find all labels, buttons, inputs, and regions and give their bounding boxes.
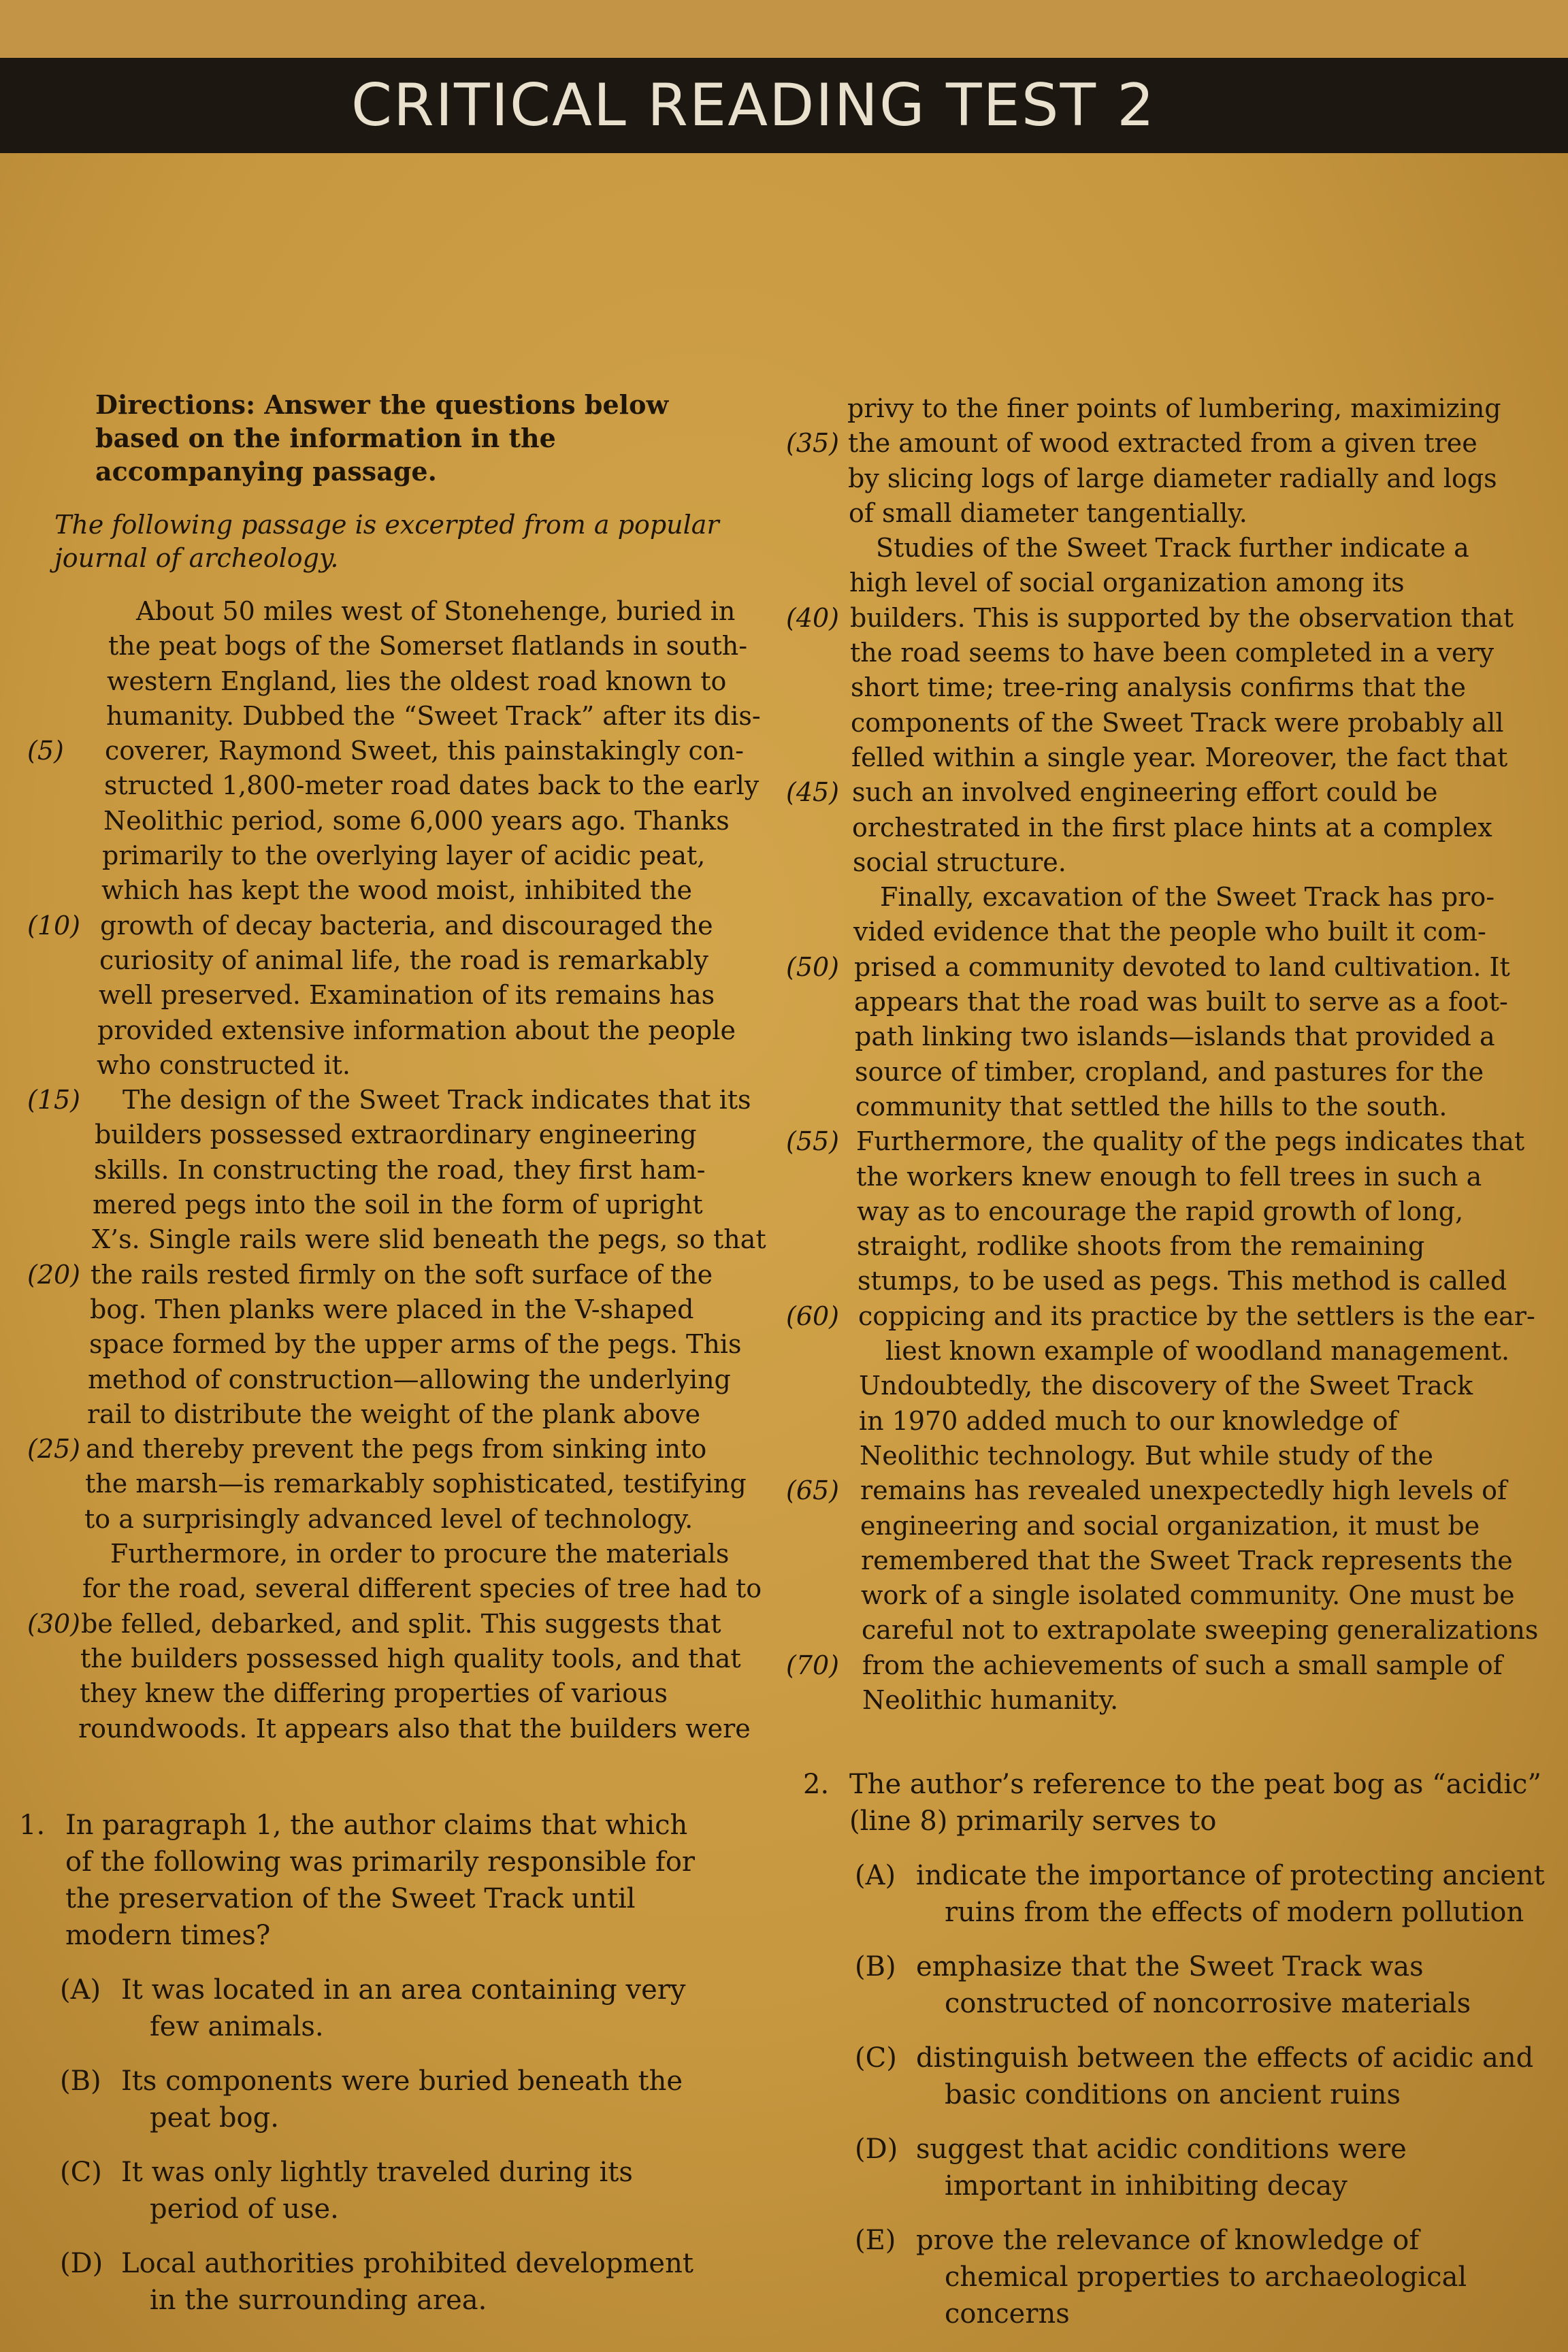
passage-line <box>776 1369 1538 1403</box>
passage-line <box>27 1676 721 1711</box>
line-text: roundwoods. It appears also that the builders were <box>78 1713 751 1744</box>
line-text: careful not to extrapolate sweeping generalizations <box>862 1615 1539 1646</box>
answer-option <box>855 2040 1545 2113</box>
passage-line <box>27 804 730 838</box>
line-text: engineering and social organization, it must be <box>860 1510 1480 1541</box>
line-text: for the road, several different species of tree had to <box>82 1573 762 1604</box>
line-number: (45) <box>786 777 840 808</box>
line-text: humanity. Dubbed the “Sweet Track” after its dis- <box>106 700 761 731</box>
line-text: well preserved. Examination of its remains has <box>99 980 715 1011</box>
line-text: About 50 miles west of Stonehenge, buried in <box>136 596 736 626</box>
passage-line <box>776 775 1538 810</box>
line-text: components of the Sweet Track were probably all <box>851 707 1504 738</box>
line-text: Undoubtedly, the discovery of the Sweet Track <box>859 1371 1473 1401</box>
line-text: the marsh—is remarkably sophisticated, testifying <box>85 1469 747 1499</box>
passage-line <box>776 915 1538 949</box>
line-number: (35) <box>786 428 840 459</box>
option-text: Its components were buried beneath the peat bog. <box>121 2065 683 2134</box>
passage-line <box>27 909 721 943</box>
passage-line <box>776 1090 1538 1124</box>
passage-line <box>776 1019 1538 1054</box>
line-text: Studies of the Sweet Track further indicate a <box>876 533 1469 564</box>
line-text: coverer, Raymond Sweet, this painstakingly con- <box>105 736 744 766</box>
passage-line <box>776 496 1538 531</box>
right-column <box>776 391 1538 1718</box>
passage-line <box>776 601 1538 636</box>
option-text: prove the relevance of knowledge of chemical properties to archaeological concerns <box>916 2225 1467 2330</box>
passage-line <box>27 1502 721 1537</box>
line-text: The design of the Sweet Track indicates that its <box>122 1085 751 1115</box>
passage-line <box>776 1334 1538 1369</box>
line-text: who constructed it. <box>97 1049 350 1080</box>
answer-option <box>60 2154 713 2227</box>
line-text: in 1970 added much to our knowledge of <box>859 1405 1398 1436</box>
line-text: western England, lies the oldest road known to <box>107 666 727 696</box>
passage-line <box>776 1124 1538 1159</box>
line-text: Neolithic humanity. <box>862 1684 1119 1715</box>
passage-right <box>776 391 1538 1718</box>
question-stem: The author’s reference to the peat bog as “acidic” (line 8) primarily serves to <box>849 1769 1541 1837</box>
question-number: 1. <box>19 1810 46 1841</box>
line-text: prised a community devoted to land cultivation. It <box>854 951 1510 982</box>
line-text: primarily to the overlying layer of acidic peat, <box>102 840 706 871</box>
passage-line <box>27 943 721 978</box>
line-number: (5) <box>27 736 64 766</box>
option-letter: (B) <box>60 2065 101 2097</box>
passage-line <box>27 1397 721 1432</box>
option-text: It was only lightly traveled during its period of use. <box>121 2157 633 2225</box>
line-text: liest known example of woodland management. <box>885 1336 1510 1367</box>
passage-line <box>27 838 721 873</box>
passage-line <box>776 1683 1538 1718</box>
option-letter: (A) <box>855 1860 896 1891</box>
line-text: path linking two islands—islands that provided a <box>855 1022 1495 1052</box>
option-letter: (D) <box>855 2134 898 2165</box>
passage-line <box>27 594 736 629</box>
passage-line <box>27 978 721 1013</box>
line-number: (65) <box>786 1475 840 1506</box>
passage-line <box>776 670 1538 705</box>
line-text: Finally, excavation of the Sweet Track has pro- <box>880 882 1495 913</box>
passage-line <box>776 706 1538 740</box>
option-letter: (A) <box>60 1974 101 2006</box>
line-text: structed 1,800-meter road dates back to the early <box>104 770 760 801</box>
directions: Directions: Answer the questions below based on the information in the accompanying passage. <box>95 389 669 487</box>
line-text: straight, rodlike shoots from the remaining <box>857 1231 1425 1262</box>
line-text: method of construction—allowing the underlying <box>88 1364 731 1394</box>
line-text: the peat bogs of the Somerset flatlands in south- <box>108 631 748 662</box>
passage-line <box>27 1048 721 1083</box>
passage-line <box>776 845 1538 880</box>
line-text: the workers knew enough to fell trees in such a <box>856 1161 1482 1192</box>
passage-line <box>776 1055 1538 1090</box>
passage-line <box>776 531 1538 566</box>
line-text: builders possessed extraordinary engineering <box>95 1120 697 1150</box>
line-text: to a surprisingly advanced level of technology. <box>84 1503 693 1534</box>
line-text: which has kept the wood moist, inhibited the <box>101 875 693 906</box>
option-text: distinguish between the effects of acidic and basic conditions on ancient ruins <box>916 2042 1534 2110</box>
option-letter: (E) <box>855 2225 896 2256</box>
option-text: suggest that acidic conditions were important in inhibiting decay <box>916 2134 1407 2202</box>
passage-line <box>776 1160 1538 1194</box>
passage-line <box>776 1229 1538 1264</box>
passage-line <box>776 1404 1538 1439</box>
option-letter: (C) <box>60 2157 102 2188</box>
passage-line <box>776 636 1538 670</box>
passage-line <box>776 1648 1538 1683</box>
answer-option <box>855 2222 1545 2332</box>
passage-line <box>776 1264 1538 1298</box>
passage-line <box>27 1607 721 1642</box>
page-title: CRITICAL READING TEST 2 <box>350 71 1156 140</box>
line-text: skills. In constructing the road, they first ham- <box>94 1154 706 1185</box>
line-text: stumps, to be used as pegs. This method is called <box>858 1266 1507 1296</box>
line-text: short time; tree-ring analysis confirms that the <box>851 672 1467 703</box>
question-stem: In paragraph 1, the author claims that which of the following was primarily responsible for the preservation of the Sweet Track until modern times? <box>65 1810 696 1951</box>
line-text: be felled, debarked, and split. This suggests that <box>81 1608 721 1639</box>
line-text: source of timber, cropland, and pastures for the <box>855 1056 1484 1087</box>
line-text: high level of social organization among its <box>849 568 1405 598</box>
answer-option <box>60 2245 713 2319</box>
title-banner <box>0 58 1568 153</box>
option-letter: (B) <box>855 1951 896 1982</box>
passage-line <box>27 734 744 768</box>
passage-line <box>776 880 1538 915</box>
option-letter: (C) <box>855 2042 897 2074</box>
line-text: provided extensive information about the people <box>97 1015 736 1045</box>
line-text: vided evidence that the people who built it com- <box>853 917 1486 947</box>
answer-options <box>855 1857 1545 2332</box>
passage-line <box>776 426 1538 461</box>
line-text: rail to distribute the weight of the plank above <box>87 1399 701 1429</box>
line-number: (40) <box>786 602 840 633</box>
passage-line <box>776 1544 1538 1578</box>
option-text: indicate the importance of protecting ancient ruins from the effects of modern pollution <box>916 1860 1545 1928</box>
answer-option <box>855 1948 1545 2022</box>
line-text: X’s. Single rails were slid beneath the pegs, so that <box>92 1224 766 1255</box>
passage-line <box>27 664 727 699</box>
line-text: Neolithic technology. But while study of the <box>860 1440 1433 1471</box>
passage-line <box>27 1537 730 1571</box>
answer-option <box>855 2131 1545 2204</box>
line-text: Furthermore, in order to procure the materials <box>110 1539 730 1569</box>
passage-line <box>776 1613 1538 1648</box>
line-number: (70) <box>786 1650 840 1680</box>
line-text: felled within a single year. Moreover, the fact that <box>851 742 1508 772</box>
passage-line <box>776 1194 1538 1229</box>
line-text: social structure. <box>853 847 1066 877</box>
option-text: Local authorities prohibited development in the surrounding area. <box>121 2248 693 2316</box>
line-text: Furthermore, the quality of the pegs indicates that <box>856 1126 1525 1157</box>
page-top-margin <box>0 0 1568 58</box>
line-text: community that settled the hills to the south. <box>855 1091 1448 1122</box>
passage-line <box>776 950 1538 985</box>
answer-option <box>855 1857 1545 1931</box>
line-text: mered pegs into the soil in the form of upright <box>93 1190 703 1220</box>
passage-intro: The following passage is excerpted from a popular journal of archeology. <box>54 510 719 573</box>
left-column <box>27 388 766 1746</box>
line-text: work of a single isolated community. One must be <box>861 1580 1515 1611</box>
question-1 <box>19 1807 713 2319</box>
passage-line <box>27 1712 751 1746</box>
option-letter: (D) <box>60 2248 103 2279</box>
line-number: (15) <box>27 1085 81 1115</box>
line-text: coppicing and its practice by the settlers is the ear- <box>858 1301 1535 1331</box>
line-number: (30) <box>27 1608 81 1639</box>
passage-line <box>27 1013 736 1048</box>
passage-line <box>27 1258 721 1292</box>
line-text: space formed by the upper arms of the pegs. This <box>89 1329 742 1360</box>
passage-line <box>27 1188 721 1222</box>
passage-line <box>776 1439 1538 1473</box>
passage-line <box>27 1292 721 1327</box>
passage-line <box>776 985 1538 1019</box>
line-text: orchestrated in the first place hints at a complex <box>852 812 1492 843</box>
passage-line <box>776 461 1538 496</box>
line-number: (25) <box>27 1434 81 1465</box>
passage-line <box>776 1509 1538 1544</box>
line-text: by slicing logs of large diameter radially and logs <box>848 463 1497 493</box>
option-text: It was located in an area containing very few animals. <box>121 1974 686 2042</box>
passage-line <box>27 768 760 803</box>
passage-line <box>776 566 1538 600</box>
question-2 <box>803 1766 1545 2332</box>
passage-line <box>27 1571 762 1606</box>
passage-line <box>27 629 748 664</box>
line-text: the rails rested firmly on the soft surface of the <box>91 1259 713 1290</box>
line-text: from the achievements of such a small sample of <box>862 1650 1503 1680</box>
line-number: (60) <box>786 1301 840 1331</box>
option-text: emphasize that the Sweet Track was constructed of noncorrosive materials <box>916 1951 1471 2019</box>
line-text: of small diameter tangentially. <box>849 497 1247 528</box>
line-text: curiosity of animal life, the road is remarkably <box>99 945 708 975</box>
line-number: (55) <box>786 1126 840 1157</box>
passage-line <box>776 391 1538 426</box>
line-text: growth of decay bacteria, and discouraged the <box>100 910 713 941</box>
answer-option <box>60 2063 713 2136</box>
passage-line <box>27 1432 721 1467</box>
passage-left <box>27 594 766 1746</box>
passage-line <box>27 1117 721 1152</box>
line-text: the builders possessed high quality tools, and that <box>80 1643 741 1673</box>
line-text: the road seems to have been completed in a very <box>850 638 1494 668</box>
passage-line <box>776 1299 1538 1334</box>
passage-line <box>776 740 1538 775</box>
passage-line <box>27 1327 742 1362</box>
line-text: bog. Then planks were placed in the V-shaped <box>90 1294 694 1324</box>
passage-line <box>27 699 761 734</box>
line-text: appears that the road was built to serve as a foot- <box>854 987 1508 1017</box>
line-text: and thereby prevent the pegs from sinking into <box>86 1434 707 1465</box>
line-text: they knew the differing properties of various <box>80 1678 668 1709</box>
passage-line <box>27 1222 766 1257</box>
passage-line <box>27 1083 751 1117</box>
line-text: builders. This is supported by the observation that <box>850 602 1514 633</box>
line-text: remembered that the Sweet Track represents the <box>861 1545 1513 1575</box>
line-number: (10) <box>27 910 81 941</box>
passage-line <box>27 1153 721 1188</box>
passage-line <box>776 811 1538 845</box>
line-text: such an involved engineering effort could be <box>852 777 1438 808</box>
passage-line <box>776 1578 1538 1613</box>
passage-line <box>27 1642 741 1676</box>
passage-line <box>776 1473 1538 1508</box>
line-text: remains has revealed unexpectedly high levels of <box>860 1475 1507 1506</box>
line-text: the amount of wood extracted from a given tree <box>848 428 1477 459</box>
passage-line <box>27 1467 747 1501</box>
line-number: (50) <box>786 951 840 982</box>
answer-option <box>60 1972 713 2045</box>
answer-options <box>60 1972 713 2319</box>
line-text: privy to the finer points of lumbering, maximizing <box>847 393 1501 423</box>
passage-line <box>27 873 721 908</box>
passage-line <box>27 1362 731 1397</box>
line-text: way as to encourage the rapid growth of long, <box>857 1196 1464 1226</box>
line-text: Neolithic period, some 6,000 years ago. Thanks <box>103 805 730 836</box>
line-number: (20) <box>27 1259 81 1290</box>
question-number: 2. <box>803 1769 830 1800</box>
